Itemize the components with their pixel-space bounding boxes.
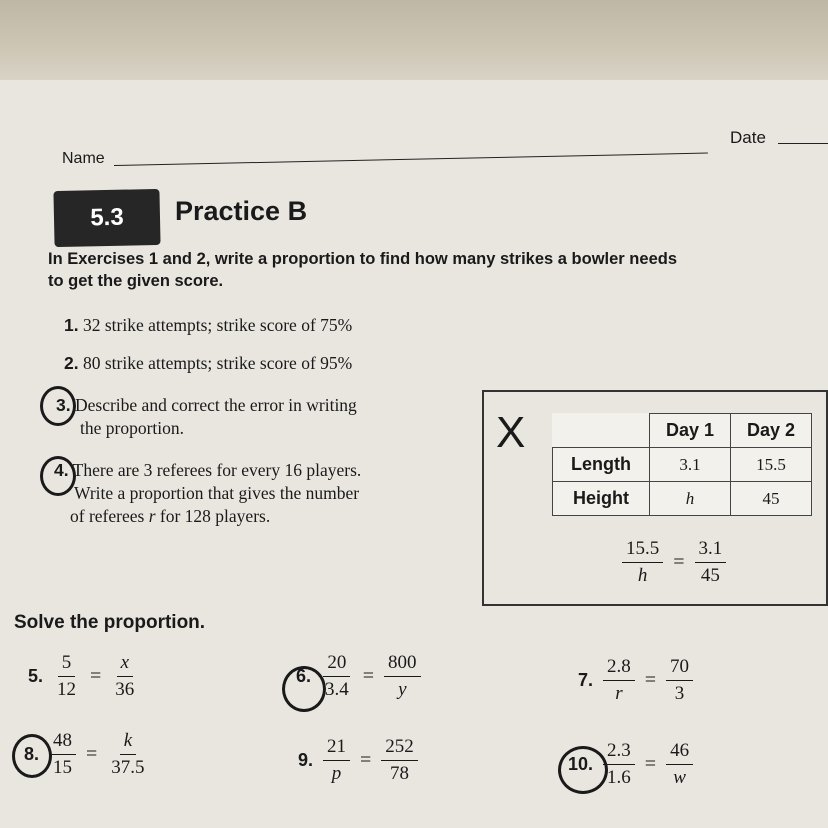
fraction: $\frac{15.5}{h}$ [622, 538, 663, 587]
error-proportion: $\frac{15.5}{h}$ = $\frac{3.1}{45}$ [622, 538, 726, 587]
exercise-4: 4. There are 3 referees for every 16 players. Write a proportion that gives the number of referees r for 128 players. [54, 460, 362, 526]
fraction: $\frac{800}{y}$ [384, 652, 421, 701]
proportion-9: 9. $\frac{21}{p}$ = $\frac{252}{78}$ [298, 736, 418, 785]
row-label: Length [553, 448, 650, 482]
proportion-6: 6. $\frac{20}{3.4}$ = $\frac{800}{y}$ [296, 652, 421, 701]
fraction: $\frac{k}{37.5}$ [111, 730, 145, 778]
solve-heading: Solve the proportion. [14, 612, 206, 633]
table-cell: 3.1 [650, 448, 731, 482]
exercise-text: 32 strike attempts; strike score of 75% [82, 315, 353, 335]
instructions-line: In Exercises 1 and 2, write a proportion to find how many strikes a bowler needs [48, 250, 677, 268]
section-badge: 5.3 [53, 189, 160, 247]
table-cell: h [650, 482, 731, 516]
fraction: $\frac{2.3}{1.6}$ [603, 740, 635, 789]
table-header: Day 2 [731, 414, 812, 448]
proportion-7: 7. $\frac{2.8}{r}$ = $\frac{70}{3}$ [578, 656, 693, 705]
date-label: Date [730, 128, 766, 147]
fraction: $\frac{x}{36}$ [115, 652, 135, 700]
name-label: Name [62, 150, 105, 167]
instructions [48, 248, 808, 292]
exercise-text: 80 strike attempts; strike score of 95% [82, 353, 353, 373]
instructions-line: to get the given score. [48, 272, 224, 290]
fraction: $\frac{3.1}{45}$ [695, 538, 727, 587]
proportion-10: 10. $\frac{2.3}{1.6}$ = $\frac{46}{w}$ [568, 740, 693, 789]
proportion-5: 5. $\frac{5}{12}$ = $\frac{x}{36}$ [28, 652, 138, 701]
exercise-1: 1. 32 strike attempts; strike score of 75% [64, 315, 353, 335]
exercise-2: 2. 80 strike attempts; strike score of 95% [64, 353, 353, 373]
fraction: $\frac{20}{3.4}$ [325, 652, 349, 700]
fraction: $\frac{46}{w}$ [666, 740, 693, 789]
date-line [778, 143, 828, 144]
fraction: $\frac{70}{3}$ [666, 656, 693, 705]
proportion-8: 8. $\frac{48}{15}$ = $\frac{k}{37.5}$ [24, 730, 149, 779]
fraction: $\frac{21}{p}$ [323, 736, 350, 785]
fraction: $\frac{5}{12}$ [57, 652, 77, 700]
table-cell: 45 [731, 482, 812, 516]
error-table [552, 413, 812, 516]
name-line [114, 153, 708, 166]
row-label: Height [553, 482, 650, 516]
table-cell: 15.5 [731, 448, 812, 482]
fraction: $\frac{252}{78}$ [381, 736, 418, 785]
fraction: $\frac{2.8}{r}$ [603, 656, 635, 705]
page-title: Practice B [175, 196, 308, 226]
table-header: Day 1 [650, 414, 731, 448]
table-corner [553, 414, 650, 448]
exercise-3: 3. Describe and correct the error in writing the proportion. [56, 395, 357, 438]
error-x-mark: X [496, 408, 526, 457]
desk-surface [0, 0, 828, 80]
fraction: $\frac{48}{15}$ [49, 730, 76, 779]
